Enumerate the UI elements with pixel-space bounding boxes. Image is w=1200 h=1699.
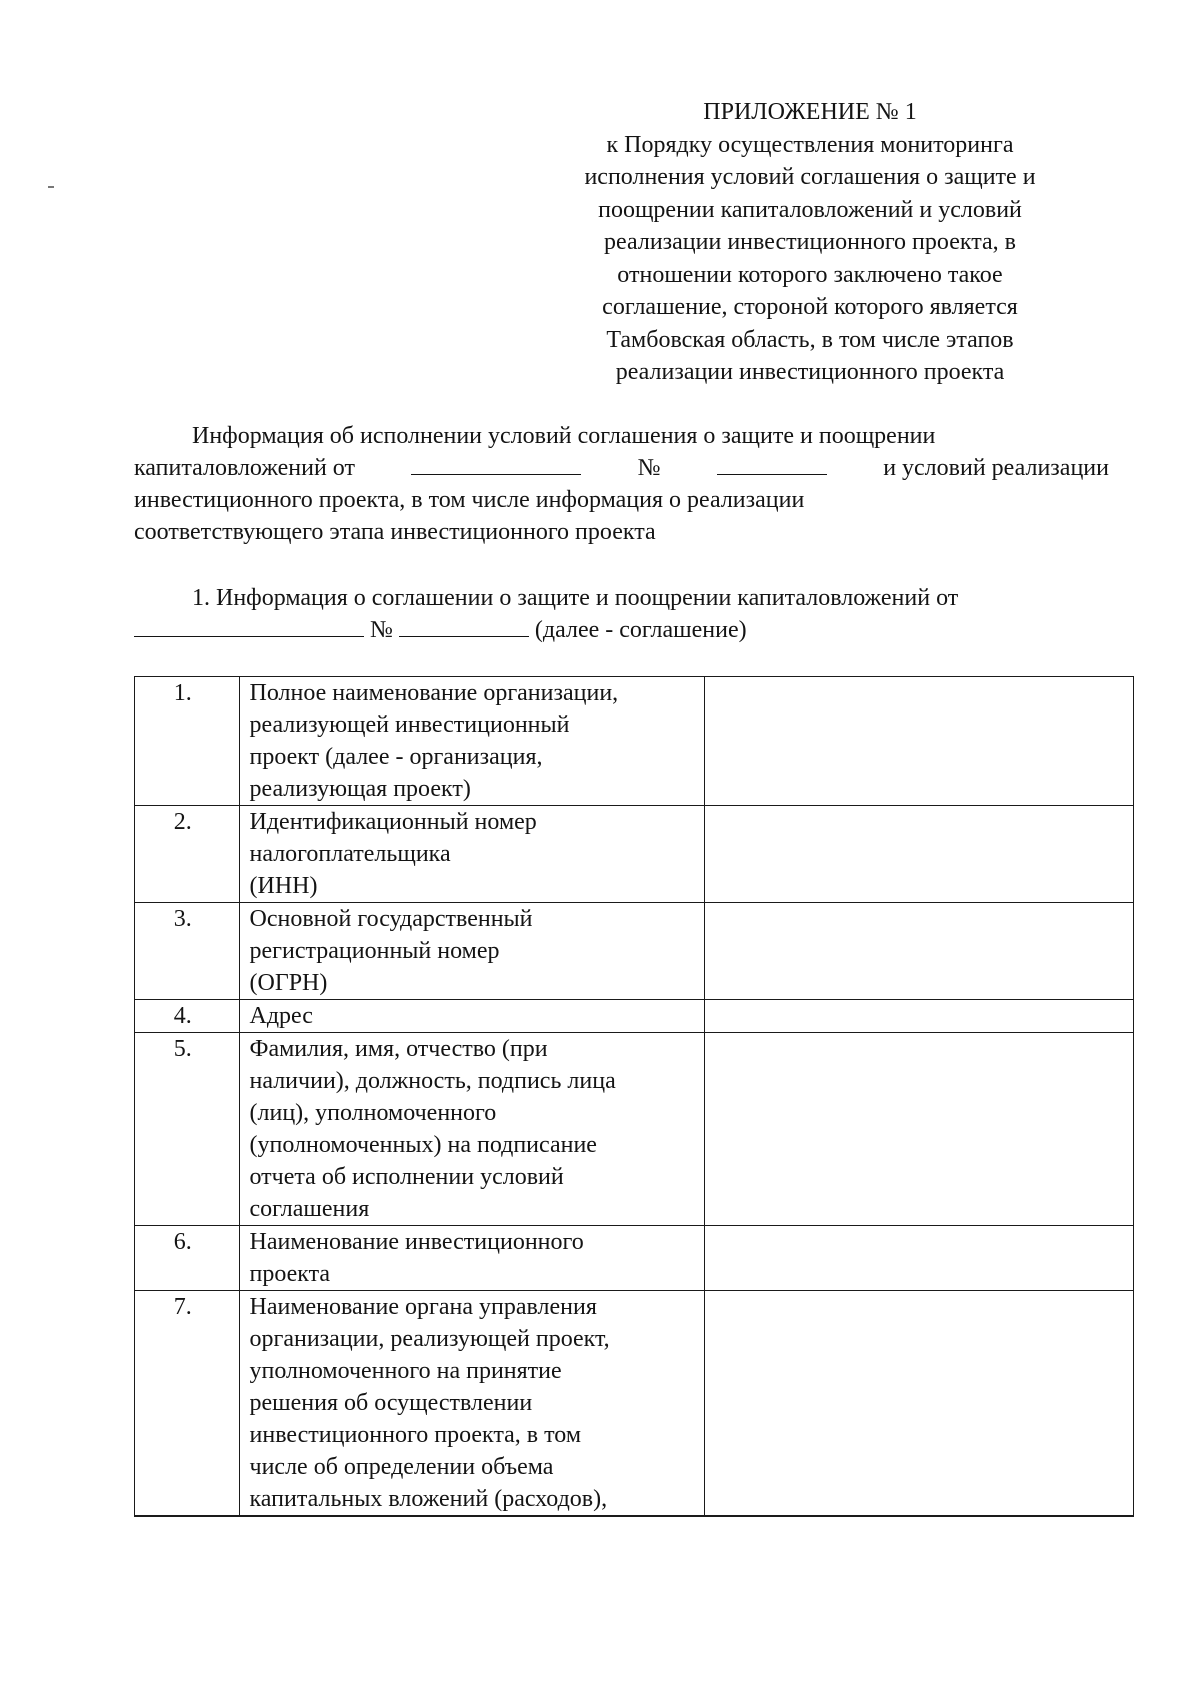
intro-line <box>134 420 1109 452</box>
agreement-info-table <box>134 676 1134 1517</box>
appendix-line: Тамбовская область, в том числе этапов <box>606 326 1014 353</box>
appendix-title: ПРИЛОЖЕНИЕ № 1 <box>703 99 917 125</box>
section-text: 1. Информация о соглашении о защите и поощрении капиталовложений от <box>192 585 959 611</box>
label-line: капитальных вложений (расходов), <box>249 1486 608 1512</box>
row-number: 3. <box>135 903 240 1000</box>
intro-line <box>134 484 1109 516</box>
label-line: отчета об исполнении условий <box>249 1164 564 1190</box>
label-line: соглашения <box>249 1196 370 1222</box>
row-label <box>239 1226 704 1291</box>
row-label <box>239 1033 704 1226</box>
label-line: Фамилия, имя, отчество (при <box>249 1036 548 1062</box>
scan-speck <box>48 186 54 188</box>
label-line: решения об осуществлении <box>249 1390 533 1416</box>
table-row <box>135 806 1134 903</box>
appendix-line: отношении которого заключено такое <box>617 261 1003 288</box>
row-number: 4. <box>135 1000 240 1033</box>
label-line: Наименование инвестиционного <box>249 1229 584 1255</box>
row-value-field[interactable] <box>704 677 1133 806</box>
table-row <box>135 1000 1134 1033</box>
agreement-date-blank[interactable] <box>411 452 581 475</box>
intro-line <box>134 452 1109 484</box>
appendix-header <box>540 96 1080 389</box>
label-line: Наименование органа управления <box>249 1294 597 1320</box>
table-row <box>135 677 1134 806</box>
intro-text: Информация об исполнении условий соглашения о защите и поощрении <box>192 423 936 449</box>
label-line: налогоплательщика <box>249 841 451 867</box>
row-label <box>239 806 704 903</box>
section-date-blank[interactable] <box>134 614 364 637</box>
row-label <box>239 903 704 1000</box>
row-value-field[interactable] <box>704 806 1133 903</box>
appendix-line: поощрении капиталовложений и условий <box>598 196 1022 223</box>
intro-line <box>134 516 1109 548</box>
section-line <box>134 582 1109 614</box>
label-line: инвестиционного проекта, в том <box>249 1422 582 1448</box>
label-line: регистрационный номер <box>249 938 500 964</box>
row-label <box>239 1291 704 1517</box>
table-row <box>135 1033 1134 1226</box>
row-number: 2. <box>135 806 240 903</box>
section-heading <box>134 582 1109 646</box>
row-value-field[interactable] <box>704 1033 1133 1226</box>
section-text: (далее - соглашение) <box>534 617 747 643</box>
row-label <box>239 1000 704 1033</box>
row-number: 6. <box>135 1226 240 1291</box>
row-number: 5. <box>135 1033 240 1226</box>
row-value-field[interactable] <box>704 1291 1133 1517</box>
row-number: 7. <box>135 1291 240 1517</box>
section-number-blank[interactable] <box>399 614 529 637</box>
label-line: наличии), должность, подпись лица <box>249 1068 616 1094</box>
row-number: 1. <box>135 677 240 806</box>
row-value-field[interactable] <box>704 1000 1133 1033</box>
label-line: (ОГРН) <box>249 970 328 996</box>
label-line: (уполномоченных) на подписание <box>249 1132 597 1158</box>
intro-text: инвестиционного проекта, в том числе информация о реализации <box>134 487 805 513</box>
label-line: уполномоченного на принятие <box>249 1358 562 1384</box>
intro-text: соответствующего этапа инвестиционного проекта <box>134 519 656 545</box>
appendix-line: реализации инвестиционного проекта <box>615 359 1005 385</box>
appendix-line: реализации инвестиционного проекта, в <box>604 229 1016 255</box>
section-line <box>134 614 1109 646</box>
label-line: Основной государственный <box>249 906 533 932</box>
row-value-field[interactable] <box>704 903 1133 1000</box>
label-line: числе об определении объема <box>249 1454 554 1480</box>
table-row <box>135 1291 1134 1517</box>
table-row <box>135 903 1134 1000</box>
label-line: реализующая проект) <box>249 776 471 802</box>
label-line: проекта <box>249 1261 331 1287</box>
intro-paragraph <box>134 420 1109 548</box>
number-sign: № <box>637 455 661 481</box>
label-line: проект (далее - организация, <box>249 744 543 770</box>
number-sign: № <box>370 617 393 643</box>
table-row <box>135 1226 1134 1291</box>
row-value-field[interactable] <box>704 1226 1133 1291</box>
appendix-line: к Порядку осуществления мониторинга <box>606 131 1014 158</box>
label-line: (ИНН) <box>249 873 318 899</box>
label-line: Идентификационный номер <box>249 809 537 835</box>
appendix-line: исполнения условий соглашения о защите и <box>584 164 1036 190</box>
label-line: Полное наименование организации, <box>249 680 619 706</box>
intro-text: и условий реализации <box>883 455 1109 481</box>
row-label <box>239 677 704 806</box>
appendix-line: соглашение, стороной которого является <box>602 294 1018 320</box>
label-line: Адрес <box>249 1003 313 1029</box>
intro-text: капиталовложений от <box>134 455 355 481</box>
label-line: (лиц), уполномоченного <box>249 1100 497 1126</box>
label-line: реализующей инвестиционный <box>249 712 570 738</box>
agreement-number-blank[interactable] <box>717 452 827 475</box>
label-line: организации, реализующей проект, <box>249 1326 610 1352</box>
